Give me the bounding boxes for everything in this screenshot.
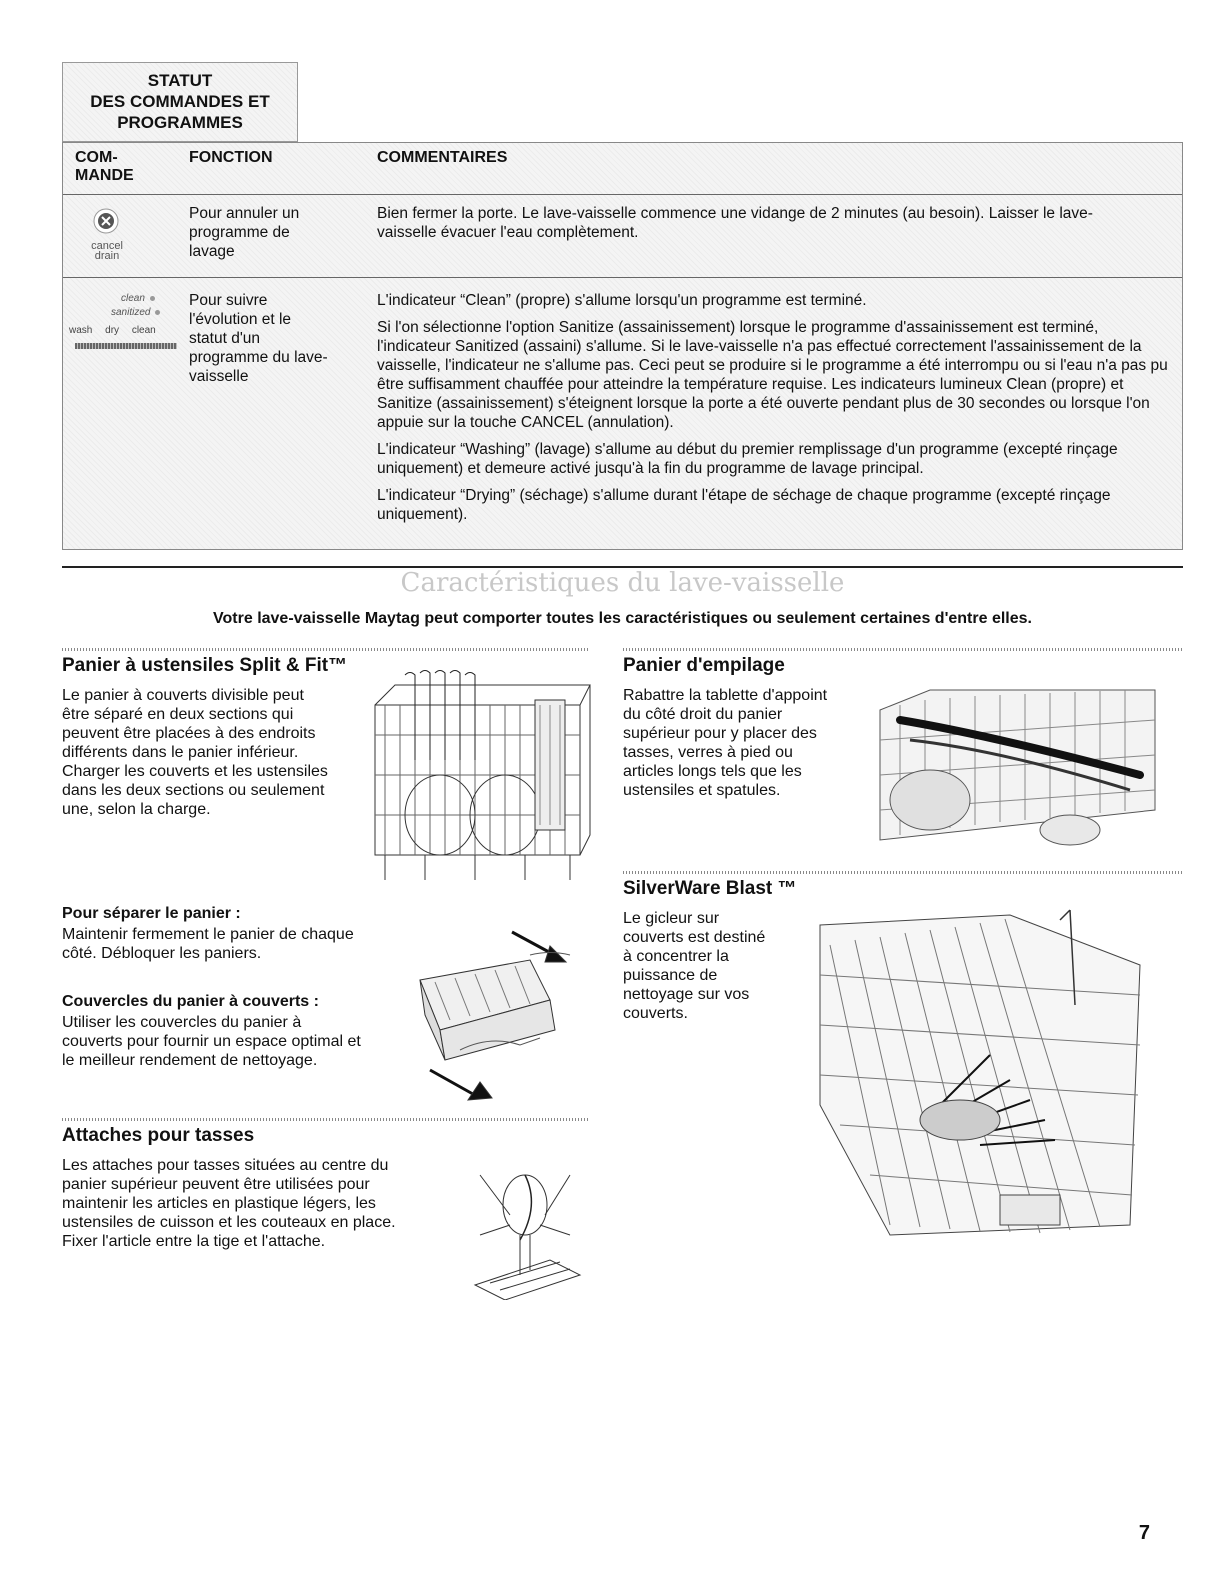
function-line: Pour suivre [189,292,268,309]
header-comments: COMMENTAIRES [377,149,508,166]
clean-bar-label: clean [131,325,156,336]
cup-clip-illustration [470,1165,585,1300]
commands-table [62,142,1183,550]
clean-indicator-label: clean [121,293,145,304]
progress-bar-icon [75,343,177,349]
cancel-label: cancel [91,240,123,252]
body-line: panier supérieur peuvent être utilisées pour [62,1176,370,1193]
cancel-drain-icon [73,205,143,265]
row-cancel-comments [377,204,1137,250]
body-line: articles longs tels que les [623,763,802,780]
header-command [75,149,134,185]
body-line: tasses, verres à pied ou [623,744,793,761]
header-command-line-1: COM- [75,149,118,166]
body-line: dans les deux sections ou seulement [62,782,325,799]
cup-clips-body [62,1156,462,1251]
body-line: Rabattre la tablette d'appoint [623,687,828,704]
page-number: 7 [1138,1522,1150,1544]
separate-basket-illustration [400,920,590,1105]
row-divider [63,277,1182,278]
body-line: couverts est destiné [623,929,766,946]
sanitized-indicator-label: sanitized [111,307,151,318]
row-status-function [189,291,369,386]
header-divider [63,194,1182,195]
covers-heading: Couvercles du panier à couverts : [62,993,319,1010]
split-fit-body [62,686,362,819]
feature-rule [62,648,590,651]
stacking-shelf-illustration [870,680,1160,848]
feature-rule [623,648,1183,651]
body-line: à concentrer la [623,948,729,965]
comment-paragraph: Bien fermer la porte. Le lave-vaisselle commence une vidange de 2 minutes (au besoin). Laisser le lave-vaisselle évacuer l'eau complètement. [377,205,1093,241]
comment-paragraph: Si l'on sélectionne l'option Sanitize (assainissement) lorsque le programme d'assainissement est terminé, l'indicateur Sanitized (assaini) s'allume. Si le lave-vaisselle n'a pas effectué correctement l'assainissement de la vaisselle, l'indicateur ne s'allume pas. Ceci peut se produire si le programme a été interrompu ou si l'eau n'a pas pu être suffisamment chauffée pour atteindre la température requise. Les indicateurs lumineux Clean (propre) et Sanitize (assainissement) s'éteignent lorsque la porte a été ouverte pendant plus de 30 secondes ou lorsque l'on appuie sur la touche CANCEL (annulation). [377,319,1168,431]
clean-led-icon [150,296,155,301]
body-line: maintenir les articles en plastique légers, les [62,1195,376,1212]
body-line: puissance de [623,967,718,984]
cup-clips-heading: Attaches pour tasses [62,1125,255,1146]
status-header-line-1: STATUT [147,71,213,90]
function-line: vaisselle [189,368,249,385]
body-line: être séparé en deux sections qui [62,706,294,723]
body-line: supérieur pour y placer des [623,725,817,742]
body-line: Charger les couverts et les ustensiles [62,763,328,780]
body-line: une, selon la charge. [62,801,211,818]
body-line: Le panier à couverts divisible peut [62,687,304,704]
features-title: Caractéristiques du lave-vaisselle [400,568,845,598]
header-command-line-2: MANDE [75,167,134,184]
function-line: Pour annuler un [189,205,300,222]
covers-body [62,1013,402,1070]
separate-heading: Pour séparer le panier : [62,905,241,922]
drain-label: drain [94,250,120,262]
status-header [62,62,298,142]
feature-rule [623,871,1183,874]
sanitized-led-icon [155,310,160,315]
body-line: Fixer l'article entre la tige et l'attache. [62,1233,326,1250]
body-line: couverts. [623,1005,688,1022]
row-status-comments [377,291,1169,532]
function-line: programme du lave- [189,349,328,366]
body-line: ustensiles de cuisson et les couteaux en place. [62,1214,396,1231]
comment-paragraph: L'indicateur “Washing” (lavage) s'allume au début du premier remplissage d'un programme (excepté rinçage uniquement) et demeure activé jusqu'à la fin du programme de lavage principal. [377,441,1118,477]
status-header-line-3: PROGRAMMES [117,113,243,132]
split-fit-basket-illustration [365,665,593,890]
function-line: l'évolution et le [189,311,292,328]
silverware-blast-illustration [810,905,1145,1245]
function-line: lavage [189,243,235,260]
body-line: peuvent être placées à des endroits [62,725,316,742]
function-line: statut d'un [189,330,261,347]
dry-label: dry [105,325,120,336]
body-line: différents dans le panier inférieur. [62,744,299,761]
separate-body [62,925,402,963]
row-cancel-function [189,204,369,261]
feature-rule [62,1118,590,1121]
arrow-down-icon [468,1082,492,1100]
body-line: Maintenir fermement le panier de chaque [62,926,354,943]
wash-label: wash [69,325,93,336]
body-line: Le gicleur sur [623,910,720,927]
silverware-blast-heading: SilverWare Blast ™ [623,878,797,899]
features-intro: Votre lave-vaisselle Maytag peut comporter toutes les caractéristiques ou seulement certaines d'entre elles. [213,610,1032,627]
comment-paragraph: L'indicateur “Clean” (propre) s'allume lorsqu'un programme est terminé. [377,292,867,309]
split-fit-heading: Panier à ustensiles Split & Fit™ [62,655,348,676]
status-header-line-2: DES COMMANDES ET [90,92,270,111]
function-line: programme de [189,224,290,241]
stacking-heading: Panier d'empilage [623,655,785,676]
stacking-body [623,686,893,800]
body-line: du côté droit du panier [623,706,783,723]
silverware-blast-body [623,909,813,1023]
body-line: ustensiles et spatules. [623,782,781,799]
body-line: Les attaches pour tasses situées au centre du [62,1157,389,1174]
body-line: couverts pour fournir un espace optimal et [62,1033,361,1050]
body-line: nettoyage sur vos [623,986,750,1003]
comment-paragraph: L'indicateur “Drying” (séchage) s'allume durant l'étape de séchage de chaque programme (excepté rinçage uniquement). [377,487,1111,523]
status-indicators-icon [69,293,181,363]
body-line: Utiliser les couvercles du panier à [62,1014,302,1031]
body-line: côté. Débloquer les paniers. [62,945,262,962]
header-function: FONCTION [189,149,273,166]
body-line: le meilleur rendement de nettoyage. [62,1052,318,1069]
